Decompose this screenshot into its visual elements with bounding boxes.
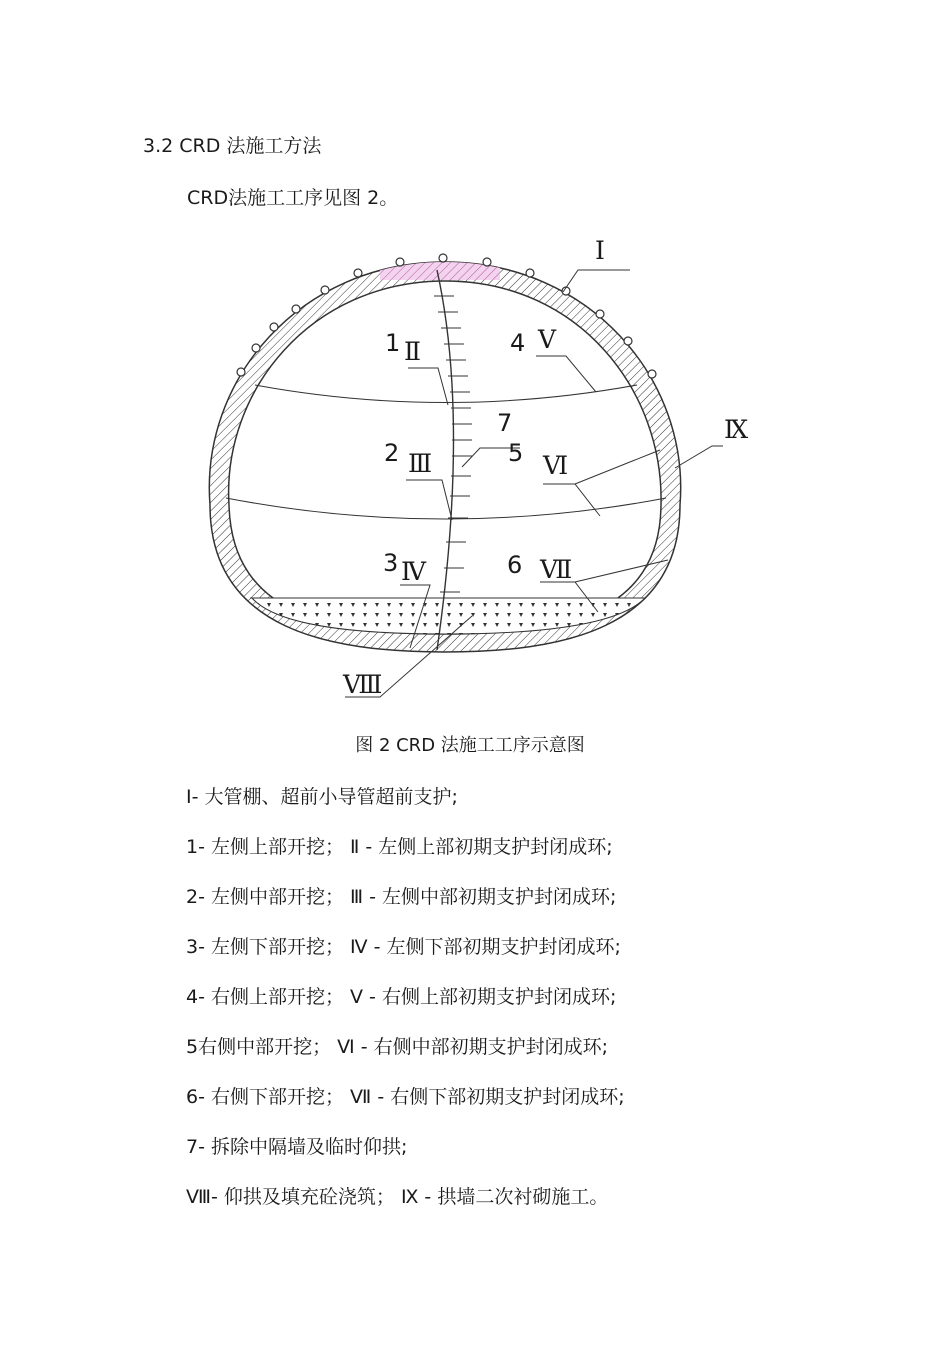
legend-item-6: 6- 右侧下部开挖； Ⅶ - 右侧下部初期支护封闭成环; bbox=[186, 1086, 625, 1108]
label-step-3: 3 bbox=[383, 549, 399, 577]
intro-text: CRD法施工工序见图 2。 bbox=[187, 187, 399, 209]
legend-item-1: 1- 左侧上部开挖； Ⅱ - 左侧上部初期支护封闭成环; bbox=[186, 836, 613, 858]
crd-construction-diagram bbox=[0, 225, 800, 715]
bench-line-upper bbox=[255, 385, 637, 403]
label-step-1: 1 bbox=[385, 329, 401, 357]
legend-item-3: 3- 左侧下部开挖； Ⅳ - 左侧下部初期支护封闭成环; bbox=[186, 936, 621, 958]
label-III: Ⅲ bbox=[408, 449, 433, 478]
legend-item-2: 2- 左侧中部开挖； Ⅲ - 左侧中部初期支护封闭成环; bbox=[186, 886, 617, 908]
label-step-6: 6 bbox=[507, 551, 523, 579]
label-VIII: Ⅷ bbox=[343, 670, 383, 699]
label-step-2: 2 bbox=[384, 439, 400, 467]
central-partition-wall bbox=[437, 270, 454, 650]
section-heading: 3.2 CRD 法施工方法 bbox=[143, 135, 322, 157]
label-II: Ⅱ bbox=[404, 337, 421, 366]
legend-item-5: 5右侧中部开挖； Ⅵ - 右侧中部初期支护封闭成环; bbox=[186, 1036, 608, 1058]
legend-item-VIII: Ⅷ- 仰拱及填充砼浇筑； Ⅸ - 拱墙二次衬砌施工。 bbox=[186, 1186, 609, 1208]
legend-item-4: 4- 右侧上部开挖； Ⅴ - 右侧上部初期支护封闭成环; bbox=[186, 986, 617, 1008]
label-I: Ⅰ bbox=[595, 236, 605, 265]
crown-band bbox=[209, 262, 680, 652]
label-step-5: 5 bbox=[508, 439, 524, 467]
label-VI: Ⅵ bbox=[543, 451, 569, 480]
label-VII: Ⅶ bbox=[540, 555, 573, 584]
label-step-4: 4 bbox=[510, 329, 526, 357]
label-step-7: 7 bbox=[497, 409, 513, 437]
legend-item-7: 7- 拆除中隔墙及临时仰拱; bbox=[186, 1136, 408, 1158]
outer-lining bbox=[209, 262, 680, 652]
label-IX: Ⅸ bbox=[724, 415, 749, 444]
label-IV: Ⅳ bbox=[401, 557, 426, 586]
label-V: Ⅴ bbox=[538, 325, 557, 354]
legend-item-I: Ⅰ- 大管棚、超前小导管超前支护; bbox=[186, 786, 458, 808]
figure-caption: 图 2 CRD 法施工工序示意图 bbox=[355, 735, 585, 756]
